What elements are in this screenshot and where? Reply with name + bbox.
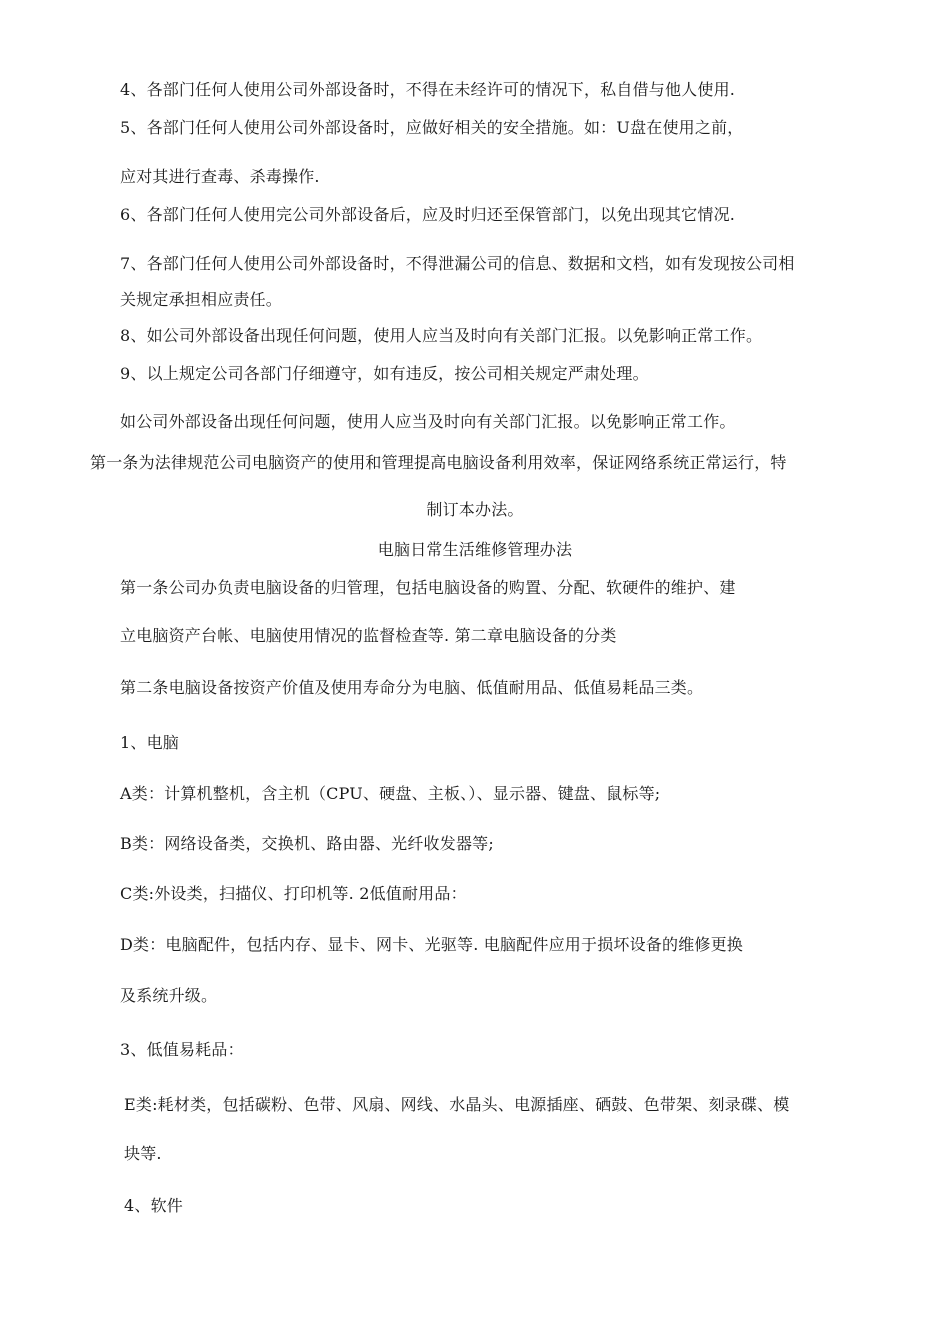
class-a: A类：计算机整机，含主机（CPU、硬盘、主板、）、显示器、键盘、鼠标等; [120, 784, 661, 803]
article-one-purpose-continued: 制订本办法。 [426, 500, 524, 519]
article-two: 第二条电脑设备按资产价值及使用寿命分为电脑、低值耐用品、低值易耗品三类。 [120, 678, 704, 697]
class-e: E类:耗材类，包括碳粉、色带、风扇、网线、水晶头、电源插座、硒鼓、色带架、刻录碟、模 [124, 1095, 790, 1114]
reminder-paragraph: 如公司外部设备出现任何问题，使用人应当及时向有关部门汇报。以免影响正常工作。 [120, 412, 736, 431]
class-d: D类：电脑配件，包括内存、显卡、网卡、光驱等. 电脑配件应用于损坏设备的维修更换 [120, 935, 744, 954]
rule-4: 4、各部门任何人使用公司外部设备时，不得在未经许可的情况下，私自借与他人使用. [120, 80, 736, 99]
rule-5: 5、各部门任何人使用公司外部设备时，应做好相关的安全措施。如：U盘在使用之前， [120, 118, 744, 137]
rule-7: 7、各部门任何人使用公司外部设备时，不得泄漏公司的信息、数据和文档，如有发现按公司相 [120, 254, 795, 273]
class-b: B类：网络设备类，交换机、路由器、光纤收发器等; [120, 834, 494, 853]
class-c: C类:外设类，扫描仪、打印机等. 2低值耐用品： [120, 884, 467, 903]
rule-7-continued: 关规定承担相应责任。 [120, 290, 283, 309]
rule-9: 9、以上规定公司各部门仔细遵守，如有违反，按公司相关规定严肃处理。 [120, 364, 649, 383]
rule-5-continued: 应对其进行查毒、杀毒操作. [120, 167, 320, 186]
article-one-purpose: 第一条为法律规范公司电脑资产的使用和管理提高电脑设备利用效率，保证网络系统正常运行，特 [90, 453, 787, 472]
rule-6: 6、各部门任何人使用完公司外部设备后，应及时归还至保管部门，以免出现其它情况. [120, 205, 736, 224]
rule-8: 8、如公司外部设备出现任何问题，使用人应当及时向有关部门汇报。以免影响正常工作。 [120, 326, 763, 345]
article-one-office: 第一条公司办负责电脑设备的归管理，包括电脑设备的购置、分配、软硬件的维护、建 [120, 578, 736, 597]
class-d-continued: 及系统升级。 [120, 986, 218, 1005]
category-1-heading: 1、电脑 [120, 733, 179, 752]
class-e-continued: 块等. [124, 1144, 162, 1163]
section-title: 电脑日常生活维修管理办法 [377, 540, 573, 559]
category-3-heading: 3、低值易耗品： [120, 1040, 244, 1059]
category-4-heading: 4、软件 [124, 1196, 183, 1215]
article-one-office-continued: 立电脑资产台帐、电脑使用情况的监督检查等. 第二章电脑设备的分类 [120, 626, 617, 645]
